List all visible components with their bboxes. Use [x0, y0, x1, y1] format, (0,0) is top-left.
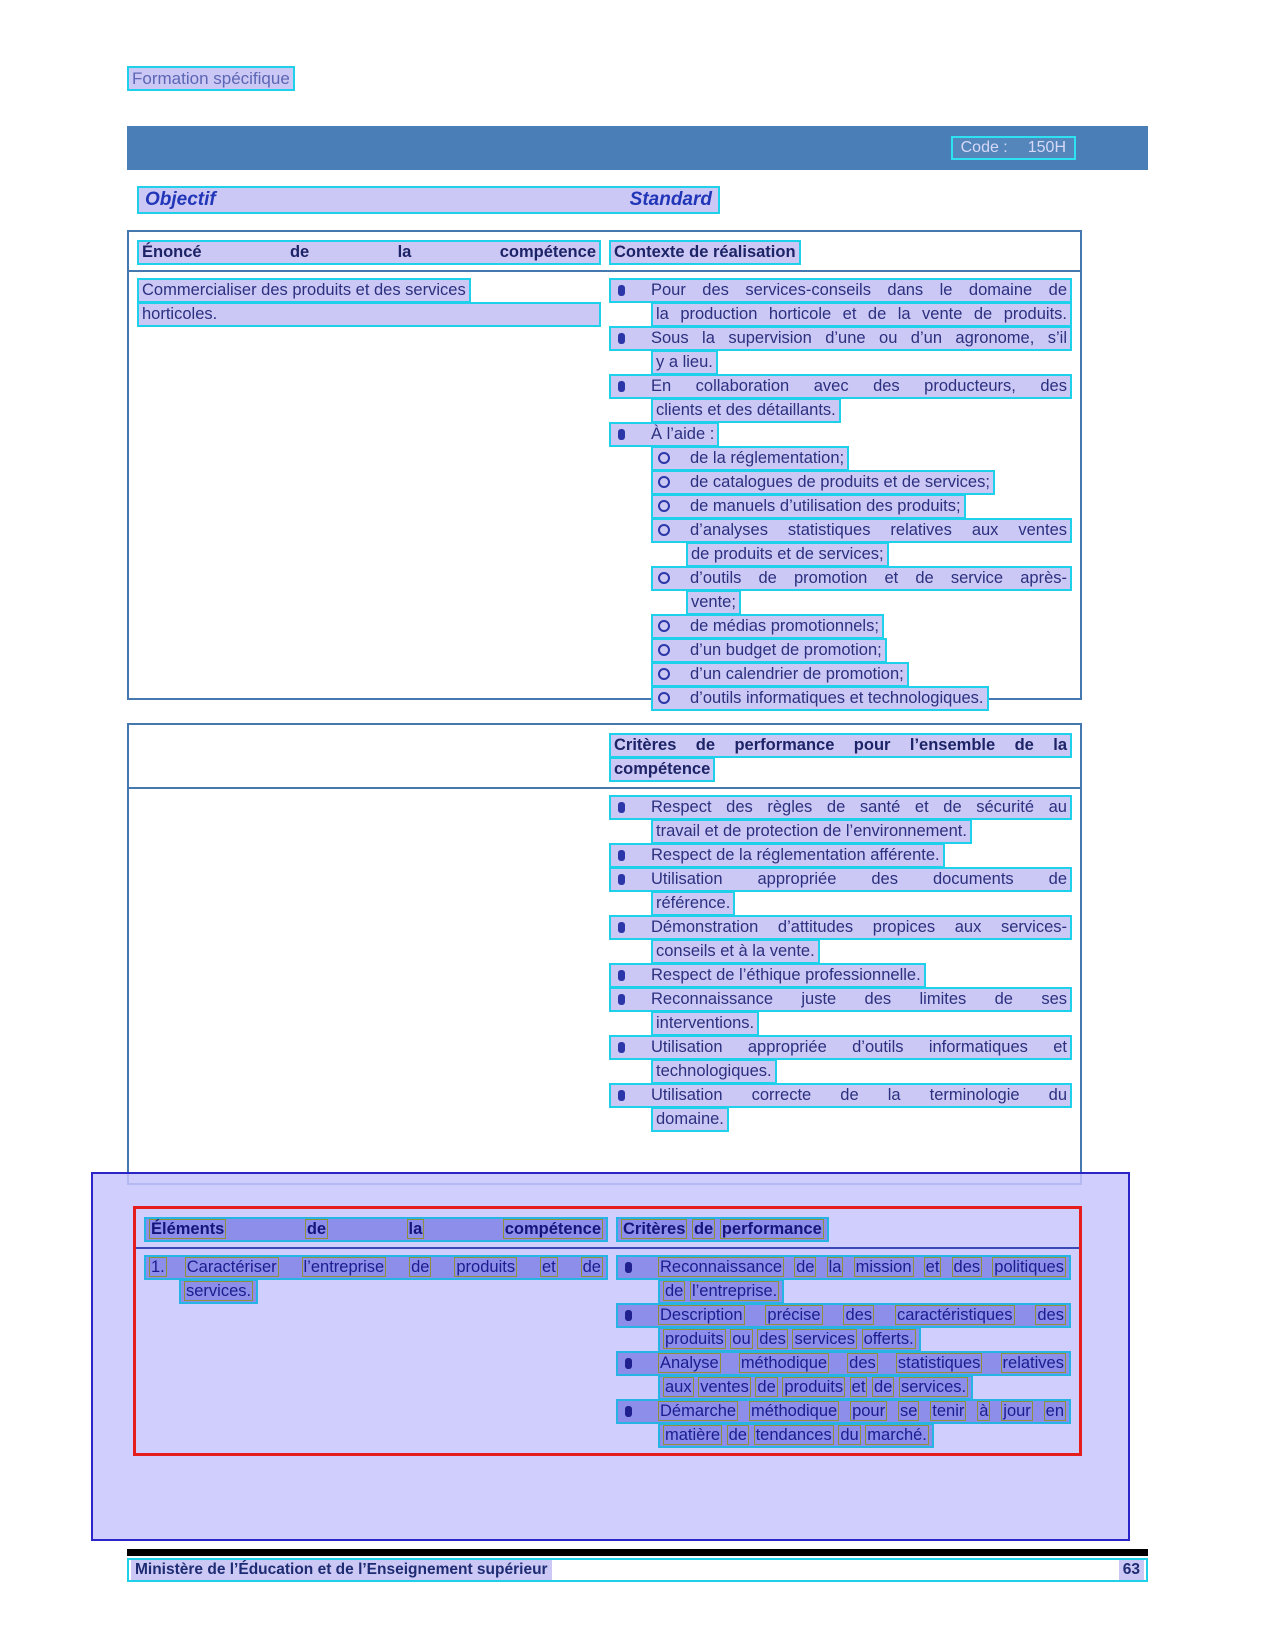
bullet-item: Démarche méthodique pour se tenir à jour en matière de tendances du marché. [616, 1399, 1071, 1448]
bullet-item: Respect de l’éthique professionnelle. [609, 963, 1072, 988]
table-enonce-contexte [127, 230, 1082, 707]
competence-statement [137, 278, 609, 710]
sub-bullet-item: d’un budget de promotion; [609, 638, 1072, 663]
code-badge [951, 136, 1076, 160]
sub-bullet-item: de la réglementation; [609, 446, 1072, 471]
bullet-item: Analyse méthodique des statistiques relatives aux ventes de produits et de services. [616, 1351, 1071, 1400]
bullet-item: Reconnaissance de la mission et des politiques de l’entreprise. [616, 1255, 1071, 1304]
bullet-icon [625, 1310, 632, 1321]
bullet-icon [618, 994, 625, 1005]
table3-body-row [136, 1249, 1079, 1447]
bullet-icon [618, 922, 625, 933]
circle-bullet-icon [658, 476, 670, 488]
sub-bullet-item: d’un calendrier de promotion; [609, 662, 1072, 687]
bullet-item: Utilisation appropriée d’outils informatiques et technologiques. [609, 1035, 1072, 1084]
table-elements-competence [133, 1206, 1082, 1456]
sub-bullet-item: d’analyses statistiques relatives aux ventes de produits et de services; [609, 518, 1072, 567]
criteres-bullet-list [609, 795, 1072, 1131]
code-label: Code : [960, 139, 1008, 156]
section-label-text: Formation spécifique [127, 66, 295, 91]
bullet-icon [618, 285, 625, 296]
table2-header-row [129, 725, 1080, 789]
element-statement: 1. Caractériser l’entreprise de produits et de services. [144, 1255, 616, 1447]
circle-bullet-icon [658, 500, 670, 512]
header-banner [127, 126, 1148, 170]
footer [127, 1558, 1148, 1582]
bullet-item: Respect des règles de santé et de sécurité au travail et de protection de l’environnement. [609, 795, 1072, 844]
sub-bullet-item: de médias promotionnels; [609, 614, 1072, 639]
bullet-item: Respect de la réglementation afférente. [609, 843, 1072, 868]
bullet-icon [618, 850, 625, 861]
column-headers-band [137, 186, 720, 214]
bullet-icon [618, 333, 625, 344]
bullet-icon [618, 381, 625, 392]
table1-body-row [129, 272, 1080, 710]
section-label [127, 66, 295, 90]
sub-bullet-item: d’outils informatiques et technologiques. [609, 686, 1072, 711]
sub-bullet-item: d’outils de promotion et de service après- vente; [609, 566, 1072, 615]
page-number: 63 [1119, 1560, 1144, 1580]
header-criteres-performance: Critères de performance [616, 1217, 829, 1242]
code-value: 150H [1027, 139, 1066, 156]
footer-rule [127, 1549, 1148, 1556]
performance-bullet-list [616, 1255, 1071, 1447]
table2-body-row [129, 789, 1080, 1131]
bullet-item: En collaboration avec des producteurs, des clients et des détaillants. [609, 374, 1072, 423]
bullet-icon [618, 970, 625, 981]
contexte-bullet-list [609, 278, 1072, 710]
circle-bullet-icon [658, 668, 670, 680]
statement-line: Commercialiser des produits et des services [137, 278, 471, 303]
circle-bullet-icon [658, 644, 670, 656]
circle-bullet-icon [658, 452, 670, 464]
circle-bullet-icon [658, 524, 670, 536]
bullet-item: Utilisation appropriée des documents de référence. [609, 867, 1072, 916]
column-headers-row [137, 186, 720, 214]
bullet-icon [618, 429, 625, 440]
ministry-label: Ministère de l’Éducation et de l’Enseignement supérieur [131, 1560, 552, 1580]
bullet-icon [618, 1042, 625, 1053]
bullet-icon [625, 1358, 632, 1369]
header-contexte-realisation: Contexte de réalisation [609, 240, 801, 265]
sub-bullet-item: de manuels d’utilisation des produits; [609, 494, 1072, 519]
table-criteres-ensemble [127, 723, 1082, 1185]
header-elements-competence: Éléments de la compétence [144, 1217, 608, 1242]
bullet-item: Démonstration d’attitudes propices aux services- conseils et à la vente. [609, 915, 1072, 964]
circle-bullet-icon [658, 620, 670, 632]
circle-bullet-icon [658, 572, 670, 584]
column-header-standard: Standard [629, 189, 712, 210]
header-criteres-ensemble: Critères de performance pour l’ensemble de la compétence [609, 733, 1072, 781]
header-enonce-competence: Énoncé de la compétence [137, 240, 601, 265]
bullet-item: Sous la supervision d’une ou d’un agronome, s’il y a lieu. [609, 326, 1072, 375]
table3-header-row [136, 1209, 1079, 1249]
bullet-item: Reconnaissance juste des limites de ses interventions. [609, 987, 1072, 1036]
bullet-icon [625, 1262, 632, 1273]
bullet-item: Utilisation correcte de la terminologie du domaine. [609, 1083, 1072, 1132]
circle-bullet-icon [658, 692, 670, 704]
bullet-icon [618, 1090, 625, 1101]
sub-bullet-item: de catalogues de produits et de services; [609, 470, 1072, 495]
bullet-icon [618, 802, 625, 813]
bullet-item: Pour des services-conseils dans le domaine de la production horticole et de la vente de produits. [609, 278, 1072, 327]
table1-header-row [129, 232, 1080, 272]
bullet-item: Description précise des caractéristiques des produits ou des services offerts. [616, 1303, 1071, 1352]
element-number: 1. [151, 1258, 165, 1276]
bullet-item: À l’aide : [609, 422, 1072, 447]
column-header-objectif: Objectif [145, 189, 216, 210]
statement-line: horticoles. [137, 302, 601, 327]
bullet-icon [618, 874, 625, 885]
bullet-icon [625, 1406, 632, 1417]
